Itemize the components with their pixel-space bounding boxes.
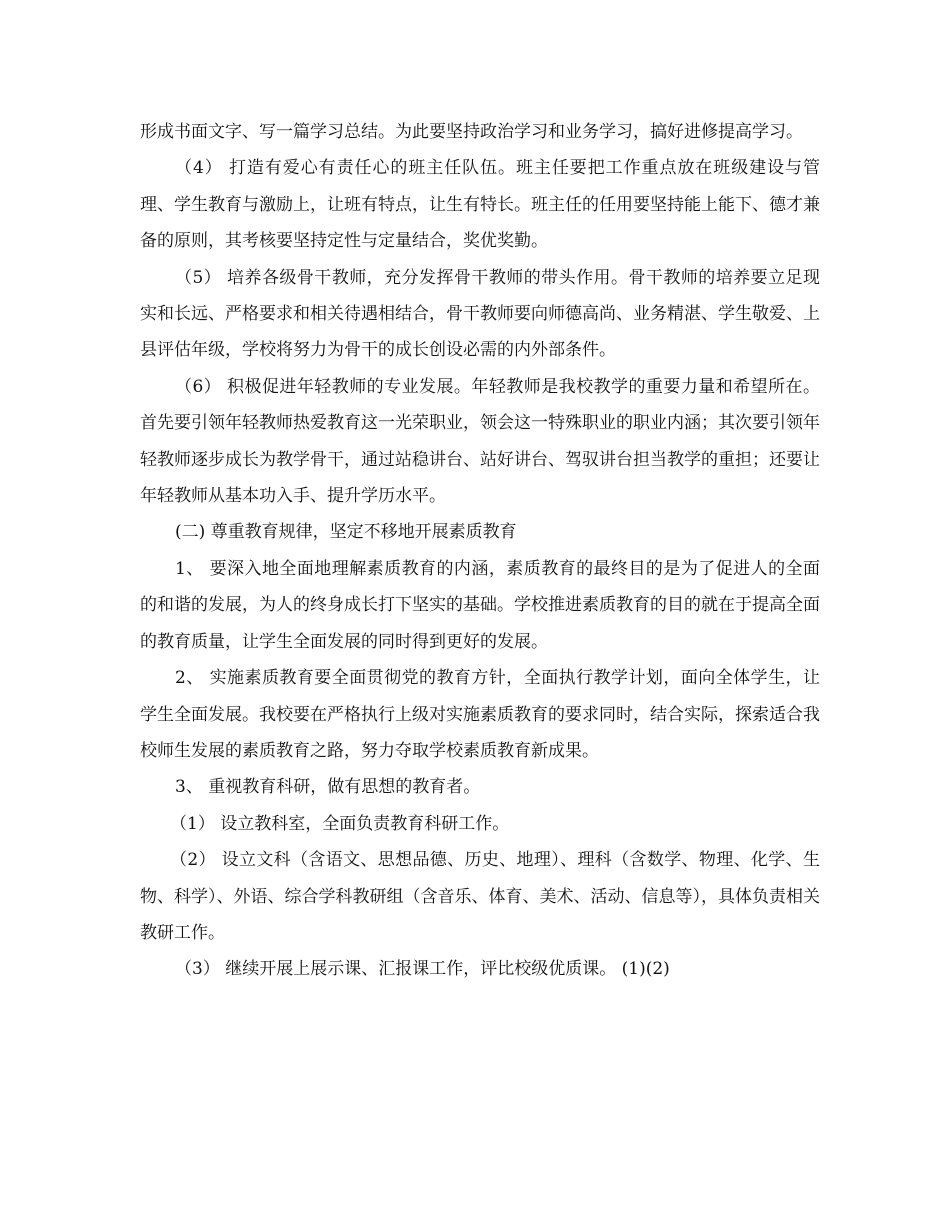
section-heading-quality-education: (二) 尊重教育规律，坚定不移地开展素质教育: [175, 522, 517, 543]
paragraph-backbone-teachers: （5） 培养各级骨干教师，充分发挥骨干教师的带头作用。骨干教师的培养要立足现实和长远、严格要求和相关待遇相结合，骨干教师要向师德高尚、业务精湛、学生敬爱、上县评估年级，学校将努力为骨干的成长创设必需的内外部条件。: [140, 267, 820, 361]
paragraph-subitem-3: （3） 继续开展上展示课、汇报课工作，评比校级优质课。 (1)(2): [175, 959, 670, 980]
paragraph-study-summary: 形成书面文字、写一篇学习总结。为此要坚持政治学习和业务学习，搞好进修提高学习。: [140, 122, 803, 142]
paragraph-item-3: 3、 重视教育科研，做有思想的教育者。: [175, 777, 481, 798]
paragraph-head-teacher-team: （4） 打造有爱心有责任心的班主任队伍。班主任要把工作重点放在班级建设与管理、学生教育与激励上，让班有特点，让生有特长。班主任的任用要坚持能上能下、德才兼备的原则，其考核要坚持定性与定量结合，奖优奖勤。: [140, 158, 820, 252]
paragraph-subitem-1: （1） 设立教科室，全面负责教育科研工作。: [170, 813, 510, 834]
paragraph-item-2: 2、 实施素质教育要全面贯彻党的教育方针，全面执行教学计划，面向全体学生，让学生全面发展。我校要在严格执行上级对实施素质教育的要求同时，结合实际，探索适合我校师生发展的素质教育之路，努力夺取学校素质教育新成果。: [140, 668, 820, 761]
paragraph-subitem-2: （2） 设立文科（含语文、思想品德、历史、地理）、理科（含数学、物理、化学、生物、科学）、外语、综合学科教研组（含音乐、体育、美术、活动、信息等），具体负责相关教研工作。: [140, 850, 820, 943]
document-body: [140, 114, 820, 988]
paragraph-young-teachers: （6） 积极促进年轻教师的专业发展。年轻教师是我校教学的重要力量和希望所在。首先要引领年轻教师热爱教育这一光荣职业，领会这一特殊职业的职业内涵；其次要引领年轻教师逐步成长为教学骨干，通过站稳讲台、站好讲台、驾驭讲台担当教学的重担；还要让年轻教师从基本功入手、提升学历水平。: [140, 376, 820, 507]
paragraph-item-1: 1、 要深入地全面地理解素质教育的内涵，素质教育的最终目的是为了促进人的全面的和谐的发展，为人的终身成长打下坚实的基础。学校推进素质教育的目的就在于提高全面的教育质量，让学生全面发展的同时得到更好的发展。: [140, 558, 820, 652]
